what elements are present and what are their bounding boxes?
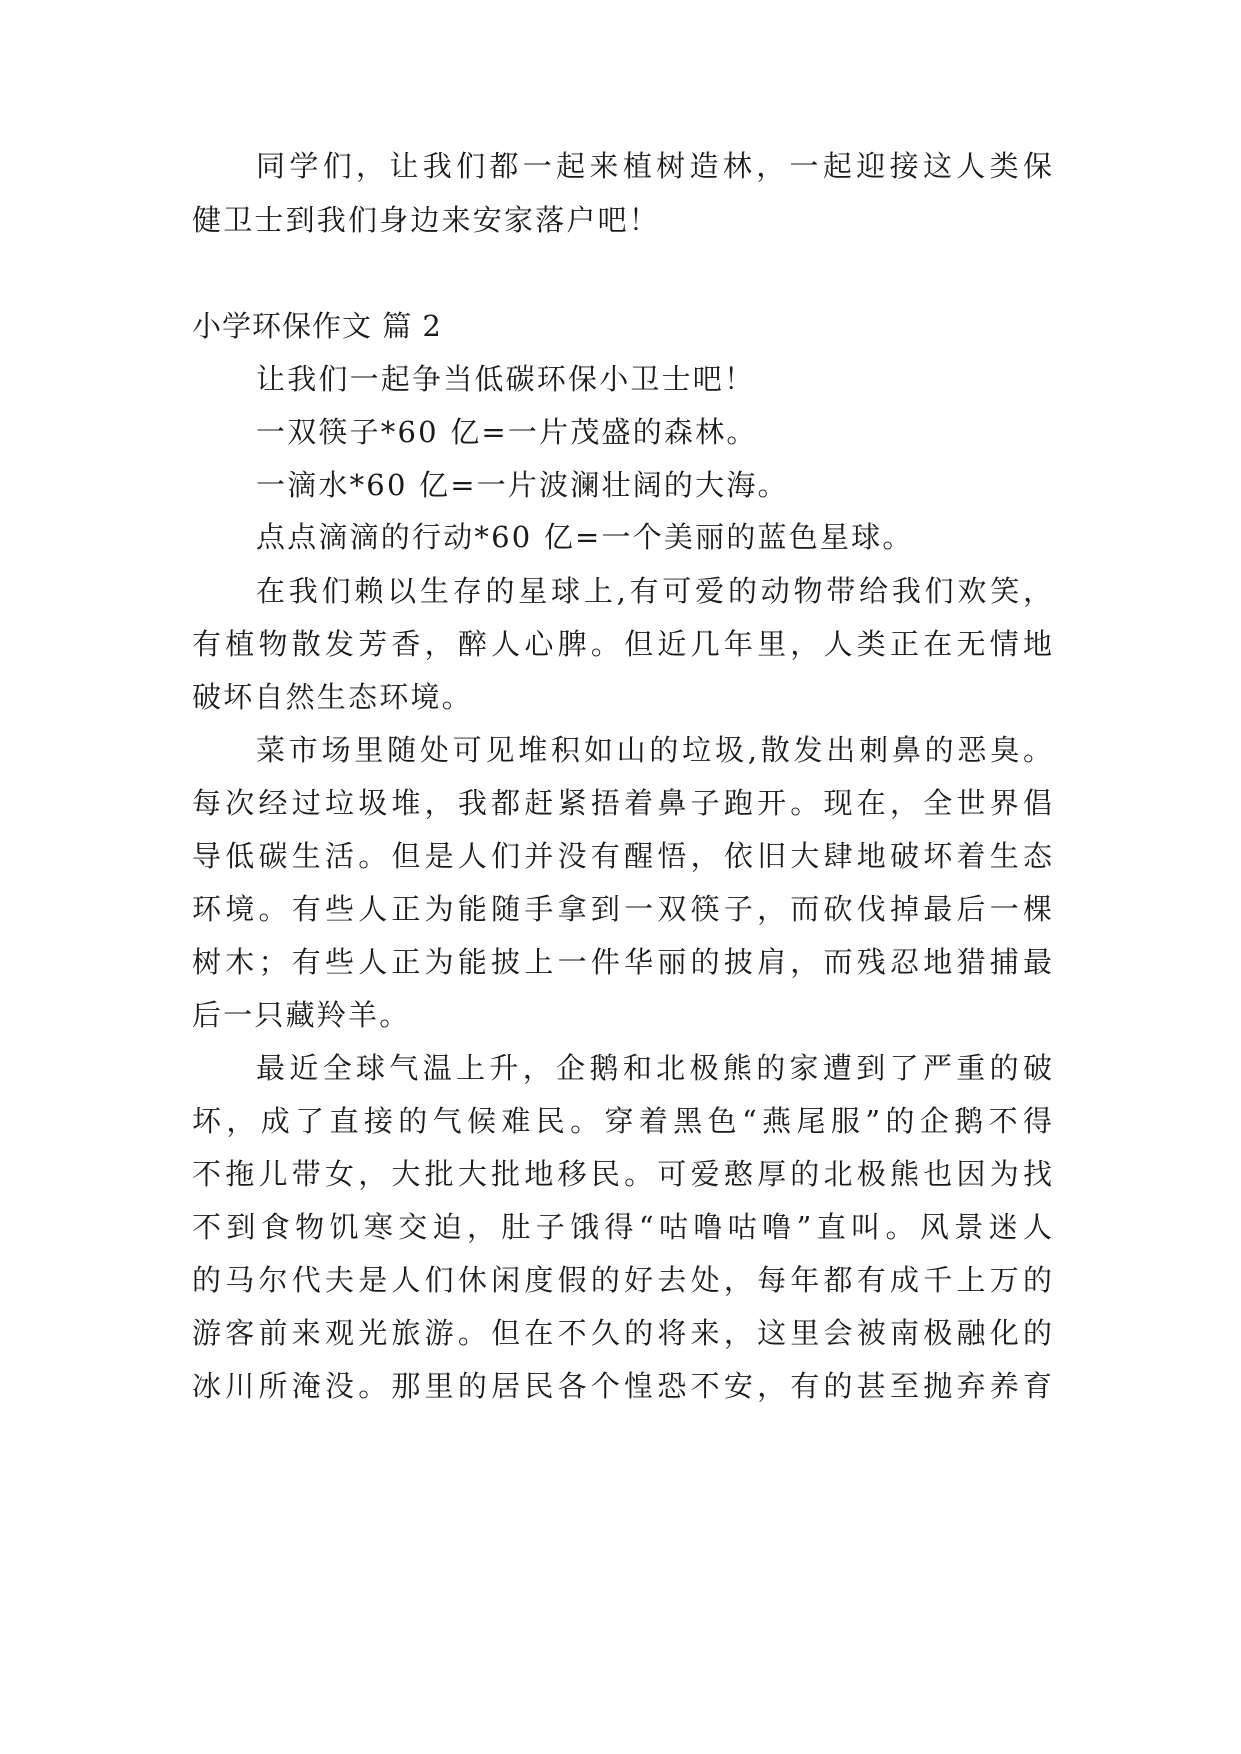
paragraph-line: 的马尔代夫是人们休闲度假的好去处，每年都有成千上万的 [192, 1263, 1052, 1297]
paragraph-line: 最近全球气温上升，企鹅和北极熊的家遭到了严重的破 [256, 1051, 1052, 1085]
paragraph-line: 一双筷子*60 亿=一片茂盛的森林。 [256, 415, 758, 449]
paragraph-line: 不到食物饥寒交迫，肚子饿得“咕噜咕噜”直叫。风景迷人 [192, 1210, 1052, 1244]
paragraph-line: 冰川所淹没。那里的居民各个惶恐不安，有的甚至抛弃养育 [192, 1369, 1052, 1403]
paragraph-line: 破坏自然生态环境。 [192, 680, 473, 714]
paragraph-line: 在我们赖以生存的星球上,有可爱的动物带给我们欢笑， [256, 574, 1052, 608]
paragraph-line: 每次经过垃圾堆，我都赶紧捂着鼻子跑开。现在，全世界倡 [192, 786, 1052, 820]
paragraph-line: 健卫士到我们身边来安家落户吧！ [192, 203, 661, 237]
paragraph-line: 一滴水*60 亿=一片波澜壮阔的大海。 [256, 468, 789, 502]
paragraph-line: 游客前来观光旅游。但在不久的将来，这里会被南极融化的 [192, 1316, 1052, 1350]
paragraph-line: 点点滴滴的行动*60 亿=一个美丽的蓝色星球。 [256, 520, 914, 554]
paragraph-line: 后一只藏羚羊。 [192, 998, 411, 1032]
paragraph-line: 让我们一起争当低碳环保小卫士吧！ [256, 362, 756, 396]
paragraph-line: 导低碳生活。但是人们并没有醒悟，依旧大肆地破坏着生态 [192, 839, 1052, 873]
paragraph-line: 坏，成了直接的气候难民。穿着黑色“燕尾服”的企鹅不得 [192, 1104, 1052, 1138]
paragraph-line: 有植物散发芳香，醉人心脾。但近几年里，人类正在无情地 [192, 627, 1052, 661]
paragraph-line: 菜市场里随处可见堆积如山的垃圾,散发出刺鼻的恶臭。 [256, 733, 1052, 767]
paragraph-line: 环境。有些人正为能随手拿到一双筷子，而砍伐掉最后一棵 [192, 892, 1052, 926]
section-heading: 小学环保作文 篇 2 [192, 309, 442, 343]
paragraph-line: 同学们，让我们都一起来植树造林，一起迎接这人类保 [256, 149, 1052, 183]
paragraph-line: 树木；有些人正为能披上一件华丽的披肩，而残忍地猎捕最 [192, 945, 1052, 979]
paragraph-line: 不拖儿带女，大批大批地移民。可爱憨厚的北极熊也因为找 [192, 1157, 1052, 1191]
